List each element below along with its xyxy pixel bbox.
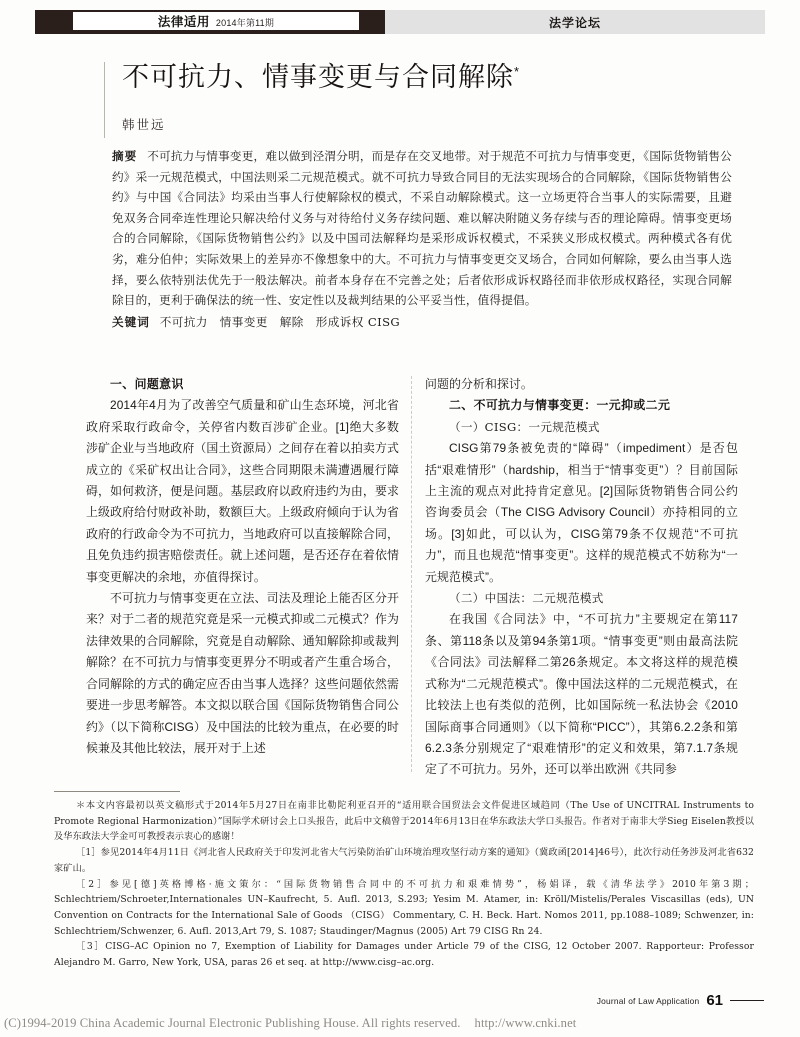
folio-rule <box>730 1000 764 1001</box>
footnote-item: ［1］参见2014年4月11日《河北省人民政府关于印发河北省大气污染防治矿山环境治理攻坚行动方案的通知》（冀政函[2014]46号），此次行动任务涉及河北省632家矿山。 <box>54 847 754 874</box>
abstract-paragraph <box>112 146 732 311</box>
keywords-row <box>112 312 732 333</box>
title-footnote-marker: * <box>514 64 521 79</box>
body-paragraph: 不可抗力与情事变更在立法、司法及理论上能否区分开来？对于二者的规范究竟是采一元模式抑或二元模式？作为法律效果的合同解除，究竟是自动解除、通知解除抑或裁判解除？在不可抗力与情事变更界分不明或者产生重合场合，合同解除的方式的确定应否由当事人选择？这些问题依然需要进一步思考解答。本文拟以联合国《国际货物销售合同公约》（以下简称CISG）及中国法的比较为重点，在必要的时候兼及其他比较法，展开对于上述 <box>86 591 399 755</box>
body-paragraph: 2014年4月为了改善空气质量和矿山生态环境，河北省政府采取行政命令，关停省内数百涉矿企业。[1]绝大多数涉矿企业与当地政府（国土资源局）之间存在着以拍卖方式成立的《采矿权出让合同》，这些合同期限未满遭遇履行障碍，如何救济，便是问题。基层政府以政府违约为由，要求上级政府给付财政补助，数额巨大。上级政府倾向于认为省政府的行政命令为不可抗力，当地政府可以直接解除合同，且免负违约损害赔偿责任。就上述问题，是否还存在着依情事变更解决的余地，亦值得探讨。 <box>86 398 399 584</box>
subsection-heading-a: （一）CISG：一元规范模式 <box>449 419 600 434</box>
column-divider <box>411 376 413 772</box>
keywords-label: 关键词 <box>112 314 150 329</box>
subsection-heading-b: （二）中国法：二元规范模式 <box>449 591 604 606</box>
journal-name: 法律适用 <box>157 15 210 29</box>
footnote-separator-rule <box>54 791 180 792</box>
section-heading-1: 一、问题意识 <box>110 377 184 391</box>
journal-name-english: Journal of Law Application <box>596 995 700 1006</box>
section-name: 法学论坛 <box>548 15 601 30</box>
footnote-item: ［2］参见[德]英格博格·施文策尔：“国际货物销售合同中的不可抗力和艰难情势”，杨娟译，载《清华法学》2010年第3期；Schlechtriem/Schroeter,Internationales UN–Kaufrecht, 5. Aufl. 2013, S.293; Yesim M. Atamer, in: Kröll/Mistelis/Perales Viscasillas (eds), UN Convention on Contracts for the International Sale of Goods （CISG） Commentary, C. H. Beck. Hart. Nomos 2011, pp.1088–1089; Schwenzer, in: Schlechtriem/Schwenzer, 6. Aufl. 2013,Art 79, S. 1087; Staudinger/Magnus (2005) Art 79 CISG Rn 24. <box>54 878 754 937</box>
page-number: 61 <box>706 992 723 1009</box>
cnki-copyright-text: (C)1994-2019 China Academic Journal Electronic Publishing House. All rights reserved. <box>4 1016 461 1030</box>
running-head-journal-block <box>35 10 385 34</box>
page-title <box>122 60 744 93</box>
folio <box>597 992 764 1009</box>
title-vertical-rule <box>104 62 105 138</box>
keyword-item: 形成诉权 CISG <box>315 314 401 329</box>
article-title-text: 不可抗力、情事变更与合同解除 <box>122 62 514 92</box>
running-head-journal-inner <box>73 12 359 30</box>
article-author: 韩世远 <box>122 117 166 133</box>
footnote-item: ［3］CISG–AC Opinion no 7, Exemption of Liability for Damages under Article 79 of the CISG, 12 October 2007. Rapporteur: Professor Alejandro M. Garro, New York, USA, paras 26 et seq. at http://www.cisg–ac.org. <box>54 941 754 969</box>
cnki-watermark <box>4 1016 796 1031</box>
section-heading-2: 二、不可抗力与情事变更：一元抑或二元 <box>449 398 671 413</box>
abstract-label: 摘要 <box>112 149 138 163</box>
body-columns <box>86 374 738 777</box>
body-paragraph: 在我国《合同法》中，“不可抗力”主要规定在第117条、第118条以及第94条第1项。“情事变更”则由最高法院《合同法》司法解释二第26条规定。本文将这样的规范模式称为“二元规范模式”。像中国法这样的二元规范模式，在比较法上也有类似的范例，比如国际统一私法协会《2010国际商事合同通则》（以下简称“PICC”），其第6.2.2条和第6.2.3条分别规定了“艰难情形”的定义和效果，第7.1.7条规定了不可抗力。另外，还可以举出欧洲《共同参 <box>425 612 738 777</box>
keyword-item: 解除 <box>279 314 304 329</box>
journal-issue: 2014年第11期 <box>215 18 275 28</box>
running-head-section-block <box>385 10 765 34</box>
abstract-block <box>112 146 732 332</box>
body-paragraph-continued: 问题的分析和探讨。 <box>425 377 533 391</box>
body-paragraph: CISG第79条被免责的“障碍”（impediment）是否包括“艰难情形”（hardship，相当于“情事变更”）？目前国际上主流的观点对此持肯定意见。[2]国际货物销售合同公约咨询委员会（The CISG Advisory Council）亦持相同的立场。[3]如此，可以认为，CISG第79条不仅规范“不可抗力”，而且也规范“情事变更”。这样的规范模式不妨称为“一元规范模式”。 <box>425 441 738 584</box>
right-column <box>425 374 738 777</box>
left-column <box>86 374 399 774</box>
cnki-url: http://www.cnki.net <box>474 1016 577 1030</box>
footnote-item: ＊本文内容最初以英文稿形式于2014年5月27日在南非比勒陀利亚召开的“适用联合国贸法会文件促进区域趋同（The Use of UNCITRAL Instruments to Promote Regional Harmonization）”国际学术研讨会上口头报告，此后中文稿曾于2014年6月13日在华东政法大学口头报告。作者对于南非大学Sieg Eiselen教授以及华东政法大学金可可教授表示衷心的感谢！ <box>54 800 754 843</box>
footnotes-block <box>54 798 754 971</box>
keyword-item: 不可抗力 <box>159 314 208 329</box>
keyword-item: 情事变更 <box>219 314 268 329</box>
running-head <box>35 10 765 34</box>
title-block <box>104 60 744 133</box>
abstract-text: 不可抗力与情事变更，难以做到泾渭分明，而是存在交叉地带。对于规范不可抗力与情事变更，《国际货物销售公约》采一元规范模式，中国法则采二元规范模式。就不可抗力导致合同目的无法实现场合的合同解除，《国际货物销售公约》与中国《合同法》均采由当事人行使解除权的模式，不采自动解除模式。这一立场更符合当事人的实际需要，且避免双务合同牵连性理论只解决给付义务与对待给付义务存续问题、难以解决附随义务存续与否的理论障碍。情事变更场合的合同解除，《国际货物销售公约》以及中国司法解释均是采形成诉权模式，不采狭义形成权模式。两种模式各有优劣，难分伯仲；实际效果上的差异亦不像想象中的大。不可抗力与情事变更交叉场合，合同如何解除，要么由当事人选择，要么依特别法优先于一般法解决。前者本身存在不完善之处；后者依形成诉权路径而非依形成权路径，实现合同解除目的，更利于确保法的统一性、安定性以及裁判结果的公平妥当性，值得提倡。 <box>112 149 732 308</box>
